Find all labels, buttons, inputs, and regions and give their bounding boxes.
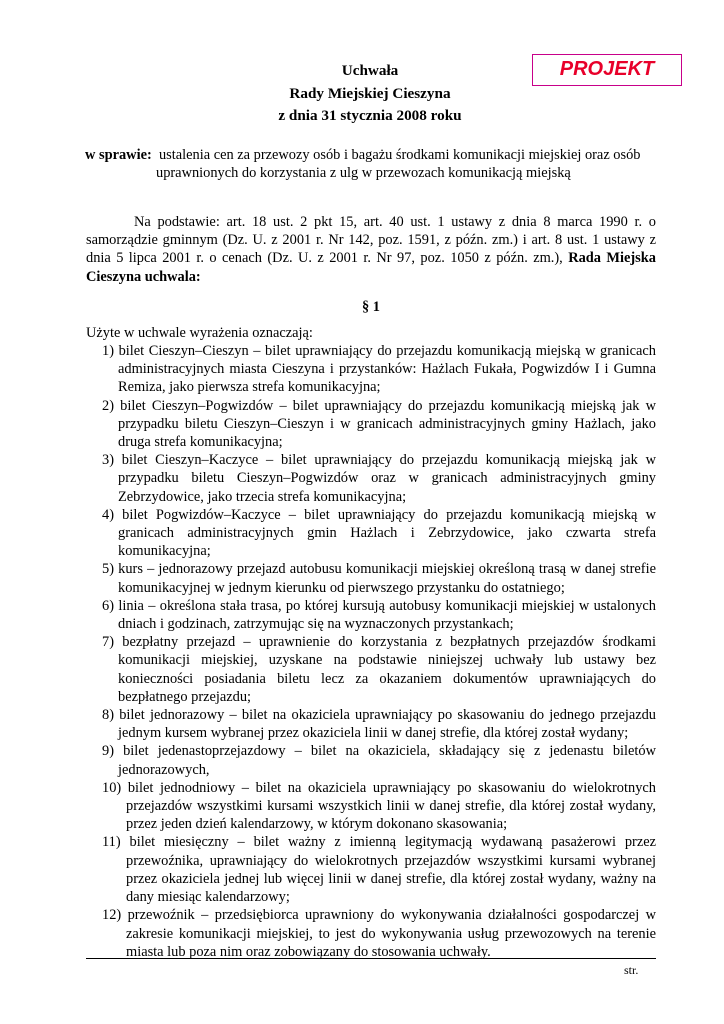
definition-item [102,342,656,397]
subject-text-2: uprawnionych do korzystania z ulg w przewozach komunikacją miejską [156,165,571,182]
definition-number: 9) [102,743,114,760]
definition-item [102,597,656,633]
definition-number: 3) [102,452,114,469]
definition-text: bilet miesięczny – bilet ważny z imienną legitymacją wydawaną pasażerowi przez przewoźnika, uprawniający do wielokrotnych przejazdów wszystkimi kursami wybranej przez okaziciela jednej lub więcej linii w danej strefie, dla której został wydany, ważny na dany miesiąc kalendarzowy; [126,834,656,906]
subject-text-1: ustalenia cen za przewozy osób i bagażu środkami komunikacji miejskiej oraz osób [158,147,641,163]
definition-text: bilet Cieszyn–Cieszyn – bilet uprawniający do przejazdu komunikacją miejską w granicach administracyjnych miasta Cieszyna i przystanków: Hażlach Fukała, Pogwizdów I i Gumna Remiza, jako pierwsza strefa komunikacyjna; [118,343,656,396]
footer-divider [86,958,656,959]
definition-item [102,706,656,742]
definition-text: bezpłatny przejazd – uprawnienie do korzystania z bezpłatnych przejazdów środkami komunikacji miejskiej, uzyskane na podstawie niniejszej uchwały lub ustawy bez konieczności posiadania biletu lecz za okazaniem dokumentów uprawniających do bezpłatnego przejazdu; [118,634,656,705]
definition-item [102,560,656,596]
definition-item [102,451,656,506]
legal-basis-bold: Rada Miejska Cieszyna uchwala: [86,250,656,285]
definition-text: przewoźnik – przedsiębiorca uprawniony do wykonywania działalności gospodarczej w zakresie komunikacji miejskiej, to jest do wykonywania usług przewozowych na terenie miasta lub poza nim oraz zobowiązany do stosowania uchwały. [126,907,656,960]
definition-text: bilet jednodniowy – bilet na okaziciela uprawniający po skasowaniu do wielokrotnych przejazdów wszystkimi kursami wszystkich linii w danej strefie, dla której został wydany, przez jeden dzień kalendarzowy, w którym dokonano skasowania; [126,779,656,833]
legal-basis-text: Na podstawie: art. 18 ust. 2 pkt 15, art. 40 ust. 1 ustawy z dnia 8 marca 1990 r. o samorządzie gminnym (Dz. U. z 2001 r. Nr 142, poz. 1591, z późn. zm.) i art. 8 ust. 1 ustawy z dnia 5 lipca 2001 r. o cenach (Dz. U. z 2001 r. Nr 97, poz. 1050 z późn. zm.), [86,214,656,267]
definition-number: 12) [102,907,122,924]
definition-number: 4) [102,506,114,523]
paragraph-mark: § 1 [362,299,380,315]
definition-item [102,779,656,834]
definition-number: 2) [102,397,114,414]
definition-item [102,906,656,961]
definition-number: 10) [102,779,122,796]
definition-number: 11) [102,834,121,851]
definition-item [102,397,656,452]
document-header [200,60,540,128]
header-date: z dnia 31 stycznia 2008 roku [278,107,462,124]
definition-text: bilet jednorazowy – bilet na okaziciela uprawniający po skasowaniu do jednego przejazdu jednym kursem wybranej przez okaziciela linii w danej strefie, dla której został wydany; [118,707,656,742]
definition-number: 6) [102,597,114,614]
definition-item [102,633,656,706]
definition-text: kurs – jednorazowy przejazd autobusu komunikacji miejskiej określoną trasą w danej strefie komunikacyjnej w jednym kierunku od pierwszego przystanku do ostatniego; [118,561,656,596]
definition-number: 7) [102,634,114,651]
definition-number: 5) [102,561,114,578]
legal-basis [86,213,656,286]
header-issuer: Rady Miejskiej Cieszyna [289,84,451,102]
definition-text: bilet Cieszyn–Kaczyce – bilet uprawniający do przejazdu komunikacją miejską jak w przypadku biletu Cieszyn–Pogwizdów oraz w granicach administracyjnych gminy Zebrzydowice, jako trzecia strefa komunikacyjna; [118,452,656,505]
definition-text: bilet Cieszyn–Pogwizdów – bilet uprawniający do przejazdu komunikacją miejską jak w przypadku biletu Cieszyn–Cieszyn i w granicach administracyjnych gminy Hażlach, jako druga strefa komunikacyjna; [118,397,656,451]
page-number-label: str. [624,963,639,977]
definition-text: bilet jedenastoprzejazdowy – bilet na okaziciela, składający się z jedenastu biletów jednorazowych, [118,743,656,778]
subject-label: w sprawie: [85,147,152,163]
definition-text: bilet Pogwizdów–Kaczyce – bilet uprawniający do przejazdu komunikacją miejską w granicach administracyjnych gmin Hażlach i Zebrzydowice, jako czwarta strefa komunikacyjna; [118,506,656,560]
definitions-list [102,342,656,961]
definition-number: 8) [102,707,114,724]
definition-number: 1) [102,343,114,359]
header-title: Uchwała [341,62,399,79]
projekt-stamp: PROJEKT [532,54,682,86]
definitions-intro: Użyte w uchwale wyrażenia oznaczają: [86,325,313,341]
subject-block [85,146,685,182]
definition-item [102,506,656,561]
definition-item [102,742,656,778]
subject-line-1 [85,146,685,164]
definition-text: linia – określona stała trasa, po której kursują autobusy komunikacji miejskiej w ustalonych dniach i godzinach, zatrzymując się na wyznaczonych przystankach; [118,597,656,633]
definition-item [102,833,656,906]
